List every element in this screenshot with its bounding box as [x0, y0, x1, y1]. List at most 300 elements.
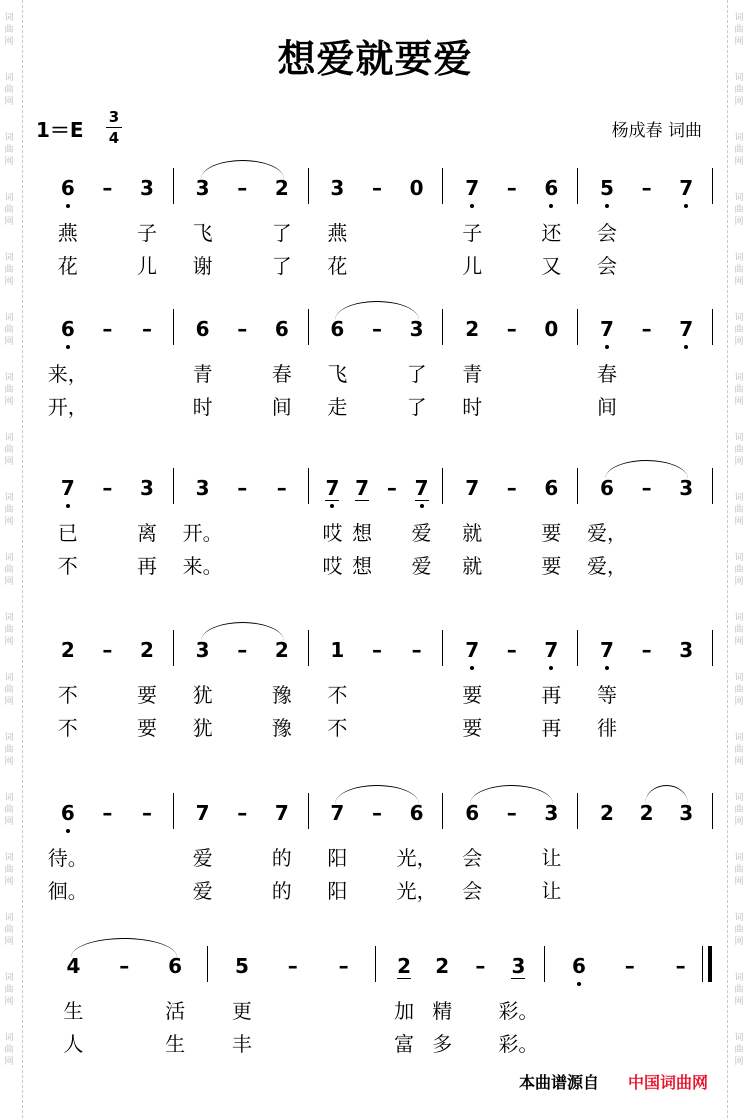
lyric-syllable: 等 — [597, 683, 617, 707]
watermark-char: 词 — [734, 73, 744, 83]
watermark-char: 词 — [4, 673, 14, 683]
watermark-char: 曲 — [4, 85, 14, 95]
dash-note: – — [237, 801, 248, 825]
lyric-syllable: 不 — [327, 716, 348, 740]
note: 3 — [679, 638, 694, 662]
note: 3 — [195, 638, 210, 662]
watermark-char: 曲 — [4, 25, 14, 35]
watermark-char: 网 — [4, 97, 14, 107]
watermark-char: 曲 — [734, 85, 744, 95]
bar-line — [442, 630, 443, 666]
note: 1 — [330, 638, 345, 662]
watermark-char: 曲 — [4, 985, 14, 995]
watermark-char: 词 — [4, 373, 14, 383]
watermark-char: 网 — [734, 697, 744, 707]
watermark-char: 词 — [4, 253, 14, 263]
note: 7 — [600, 317, 614, 341]
dash-note: – — [102, 638, 113, 662]
lyric-syllable: 豫 — [271, 683, 292, 707]
lyric-syllable: 富 — [394, 1032, 415, 1056]
dash-note: – — [102, 476, 113, 500]
note: 3 — [511, 954, 526, 978]
lyric-syllable: 会 — [462, 846, 483, 870]
music-system — [0, 303, 750, 423]
dash-note: – — [386, 476, 397, 500]
watermark-char: 词 — [734, 373, 744, 383]
lyric-syllable: 爱， — [587, 521, 627, 545]
tie-arc — [645, 785, 689, 804]
note: 3 — [679, 801, 694, 825]
watermark-char: 网 — [734, 877, 744, 887]
note: 2 — [274, 638, 289, 662]
watermark-char: 网 — [4, 817, 14, 827]
lyric-syllable: 来。 — [182, 554, 223, 578]
note: 0 — [544, 317, 559, 341]
watermark-char: 词 — [734, 913, 744, 923]
bar-line — [577, 309, 578, 345]
dash-note: – — [276, 476, 287, 500]
lyric-syllable: 花 — [57, 254, 78, 278]
tie-arc — [335, 785, 418, 804]
lyric-syllable: 间 — [271, 395, 292, 419]
note: 3 — [140, 476, 154, 500]
lyric-syllable: 就 — [462, 554, 483, 578]
lyric-syllable: 丰 — [231, 1032, 252, 1056]
music-system — [0, 624, 750, 744]
note: 6 — [60, 801, 75, 825]
watermark-char: 词 — [4, 973, 14, 983]
lyric-syllable: 离 — [137, 521, 157, 545]
dash-note: – — [237, 476, 248, 500]
song-title: 想爱就要爱 — [277, 37, 473, 81]
dash-note: – — [102, 176, 113, 200]
bar-line — [577, 630, 578, 666]
lyric-syllable: 生 — [63, 999, 84, 1023]
source-site-link[interactable]: 中国词曲网 — [628, 1073, 709, 1092]
bar-line — [308, 468, 309, 504]
lyric-syllable: 的 — [271, 879, 292, 903]
watermark-char: 词 — [734, 313, 744, 323]
watermark-char: 曲 — [734, 25, 744, 35]
note: 7 — [465, 476, 480, 500]
watermark-char: 网 — [734, 157, 744, 167]
watermark-char: 词 — [4, 73, 14, 83]
low-octave-dot — [420, 504, 424, 508]
lyric-syllable: 又 — [541, 254, 562, 278]
lyric-syllable: 燕 — [327, 221, 348, 245]
watermark-char: 词 — [734, 793, 744, 803]
music-system — [0, 940, 750, 1060]
lyric-syllable: 来， — [47, 362, 88, 386]
watermark-char: 词 — [734, 853, 744, 863]
tie-arc — [201, 160, 284, 179]
watermark-char: 曲 — [4, 445, 14, 455]
lyric-syllable: 了 — [271, 254, 292, 278]
dash-note: – — [372, 801, 382, 825]
lyric-syllable: 时 — [462, 395, 483, 419]
dash-note: – — [237, 317, 248, 341]
note: 6 — [60, 176, 75, 200]
watermark-char: 曲 — [4, 205, 14, 215]
lyric-syllable: 不 — [57, 716, 78, 740]
watermark-char: 曲 — [734, 205, 744, 215]
note: 7 — [414, 476, 429, 500]
eighth-underline — [325, 500, 339, 501]
tie-arc — [335, 301, 418, 320]
note: 6 — [195, 317, 210, 341]
bar-line — [207, 946, 208, 982]
watermark-char: 网 — [734, 997, 744, 1007]
lyric-syllable: 已 — [57, 521, 78, 545]
watermark-char: 曲 — [734, 625, 744, 635]
bar-line — [173, 630, 174, 666]
watermark-char: 网 — [734, 397, 744, 407]
watermark-char: 网 — [734, 757, 744, 767]
watermark-char: 词 — [4, 133, 14, 143]
low-octave-dot — [470, 204, 474, 208]
note: 6 — [168, 954, 183, 978]
lyric-syllable: 青 — [192, 362, 213, 386]
time-signature-divider — [106, 127, 122, 128]
time-signature — [104, 108, 124, 147]
watermark-char: 网 — [4, 637, 14, 647]
low-octave-dot — [549, 204, 553, 208]
lyric-syllable: 会 — [462, 879, 483, 903]
lyric-syllable: 春 — [271, 362, 292, 386]
watermark-char: 词 — [4, 853, 14, 863]
note: 5 — [600, 176, 614, 200]
watermark-char: 词 — [734, 13, 744, 23]
lyric-syllable: 花 — [327, 254, 348, 278]
tie-arc — [71, 938, 177, 957]
note: 2 — [465, 317, 480, 341]
dash-note: – — [237, 176, 248, 200]
dash-note: – — [411, 638, 422, 662]
note: 7 — [355, 476, 370, 500]
lyric-syllable: 燕 — [57, 221, 78, 245]
watermark-char: 网 — [734, 937, 744, 947]
watermark-char: 词 — [734, 1033, 744, 1043]
watermark-char: 网 — [734, 277, 744, 287]
lyric-syllable: 子 — [462, 221, 483, 245]
lyric-syllable: 爱 — [411, 521, 432, 545]
watermark-char: 曲 — [734, 445, 744, 455]
music-system — [0, 162, 750, 282]
watermark-char: 曲 — [4, 685, 14, 695]
note: 6 — [60, 317, 75, 341]
lyric-syllable: 想 — [352, 554, 373, 578]
watermark-char: 词 — [4, 13, 14, 23]
dash-note: – — [506, 638, 517, 662]
note: 2 — [274, 176, 289, 200]
lyric-syllable: 爱 — [411, 554, 432, 578]
low-octave-dot — [684, 204, 688, 208]
lyric-syllable: 飞 — [192, 221, 213, 245]
dash-note: – — [102, 801, 113, 825]
dash-note: – — [475, 954, 486, 978]
watermark-char: 曲 — [734, 985, 744, 995]
lyric-syllable: 就 — [462, 521, 483, 545]
note: 7 — [544, 638, 559, 662]
watermark-char: 网 — [4, 757, 14, 767]
low-octave-dot — [549, 666, 553, 670]
watermark-char: 曲 — [734, 685, 744, 695]
note: 0 — [409, 176, 424, 200]
lyric-syllable: 不 — [57, 554, 78, 578]
note: 7 — [465, 176, 480, 200]
watermark-char: 网 — [4, 157, 14, 167]
note: 7 — [679, 317, 694, 341]
watermark-char: 曲 — [734, 385, 744, 395]
dash-note: – — [675, 954, 686, 978]
watermark-char: 网 — [734, 97, 744, 107]
bar-line — [577, 168, 578, 204]
watermark-char: 网 — [4, 1057, 14, 1067]
lyric-syllable: 开， — [47, 395, 88, 419]
lyric-syllable: 飞 — [327, 362, 348, 386]
low-octave-dot — [605, 204, 609, 208]
watermark-char: 曲 — [4, 145, 14, 155]
bar-line — [442, 168, 443, 204]
lyric-syllable: 再 — [137, 554, 157, 578]
lyric-syllable: 人 — [63, 1032, 84, 1056]
dash-note: – — [142, 317, 152, 341]
lyric-syllable: 开。 — [182, 521, 223, 545]
lyric-syllable: 了 — [406, 395, 427, 419]
lyric-syllable: 精 — [432, 999, 453, 1023]
bar-line — [173, 309, 174, 345]
note: 6 — [544, 476, 559, 500]
dash-note: – — [641, 176, 652, 200]
watermark-char: 网 — [4, 337, 14, 347]
watermark-char: 词 — [734, 193, 744, 203]
low-octave-dot — [330, 504, 334, 508]
watermark-char: 词 — [734, 613, 744, 623]
final-bar-thick — [708, 946, 712, 982]
watermark-char: 网 — [4, 877, 14, 887]
lyric-syllable: 要 — [137, 716, 157, 740]
bar-line — [173, 468, 174, 504]
watermark-char: 曲 — [4, 565, 14, 575]
bar-line — [442, 468, 443, 504]
bar-line — [173, 168, 174, 204]
bar-line — [308, 168, 309, 204]
watermark-char: 网 — [734, 457, 744, 467]
watermark-char: 网 — [4, 937, 14, 947]
low-octave-dot — [66, 345, 70, 349]
note: 6 — [600, 476, 614, 500]
note: 6 — [465, 801, 480, 825]
low-octave-dot — [66, 504, 70, 508]
note: 3 — [409, 317, 424, 341]
bar-line — [173, 793, 174, 829]
lyric-syllable: 让 — [541, 846, 562, 870]
bar-line — [577, 793, 578, 829]
low-octave-dot — [66, 829, 70, 833]
watermark-char: 曲 — [4, 865, 14, 875]
note: 6 — [571, 954, 586, 978]
watermark-char: 网 — [734, 337, 744, 347]
note: 7 — [195, 801, 210, 825]
lyric-syllable: 会 — [597, 254, 617, 278]
note: 6 — [274, 317, 289, 341]
dash-note: – — [372, 176, 382, 200]
lyric-syllable: 了 — [271, 221, 292, 245]
dash-note: – — [506, 801, 517, 825]
watermark-char: 词 — [734, 433, 744, 443]
lyric-syllable: 光， — [396, 879, 437, 903]
lyric-syllable: 春 — [597, 362, 617, 386]
note: 2 — [600, 801, 614, 825]
lyric-syllable: 的 — [271, 846, 292, 870]
watermark-char: 曲 — [734, 565, 744, 575]
source-label: 本曲谱源自 — [519, 1073, 600, 1092]
watermark-char: 词 — [734, 253, 744, 263]
lyric-syllable: 儿 — [462, 254, 483, 278]
lyric-syllable: 青 — [462, 362, 483, 386]
watermark-char: 曲 — [4, 1045, 14, 1055]
dash-note: – — [142, 801, 152, 825]
watermark-char: 词 — [734, 733, 744, 743]
watermark-char: 曲 — [4, 625, 14, 635]
note: 3 — [679, 476, 694, 500]
lyric-syllable: 走 — [327, 395, 348, 419]
lyric-syllable: 更 — [231, 999, 252, 1023]
dash-note: – — [506, 476, 517, 500]
lyric-syllable: 阳 — [327, 846, 348, 870]
lyric-syllable: 光， — [396, 846, 437, 870]
watermark-char: 词 — [4, 733, 14, 743]
lyric-syllable: 让 — [541, 879, 562, 903]
lyric-syllable: 再 — [541, 716, 562, 740]
lyric-syllable: 犹 — [192, 683, 213, 707]
dash-note: – — [237, 638, 248, 662]
note: 6 — [409, 801, 424, 825]
lyric-syllable: 要 — [462, 716, 483, 740]
watermark-char: 词 — [4, 433, 14, 443]
low-octave-dot — [605, 666, 609, 670]
watermark-char: 网 — [734, 217, 744, 227]
watermark-char: 网 — [4, 697, 14, 707]
lyric-syllable: 谢 — [192, 254, 213, 278]
lyric-syllable: 豫 — [271, 716, 292, 740]
tie-arc — [201, 622, 284, 641]
watermark-char: 词 — [4, 1033, 14, 1043]
low-octave-dot — [577, 982, 581, 986]
lyric-syllable: 儿 — [137, 254, 157, 278]
lyric-syllable: 爱 — [192, 879, 213, 903]
bar-line — [308, 793, 309, 829]
note: 7 — [60, 476, 75, 500]
watermark-char: 曲 — [734, 325, 744, 335]
dash-note: – — [119, 954, 130, 978]
watermark-char: 词 — [4, 193, 14, 203]
lyric-syllable: 哎 — [322, 554, 343, 578]
bar-line — [442, 309, 443, 345]
bar-line — [375, 946, 376, 982]
eighth-underline — [511, 978, 525, 979]
note: 2 — [397, 954, 412, 978]
final-bar-thin — [702, 946, 703, 982]
tie-arc — [470, 785, 553, 804]
lyric-syllable: 还 — [541, 221, 562, 245]
note: 2 — [639, 801, 654, 825]
watermark-char: 词 — [4, 913, 14, 923]
watermark-char: 曲 — [734, 1045, 744, 1055]
lyric-syllable: 想 — [352, 521, 373, 545]
eighth-underline — [415, 500, 429, 501]
note: 6 — [544, 176, 559, 200]
lyric-syllable: 了 — [406, 362, 427, 386]
watermark-char: 曲 — [4, 325, 14, 335]
watermark-char: 网 — [4, 277, 14, 287]
watermark-char: 曲 — [4, 745, 14, 755]
lyric-syllable: 会 — [597, 221, 617, 245]
eighth-underline — [397, 978, 411, 979]
bar-line — [544, 946, 545, 982]
bar-line — [712, 630, 713, 666]
music-system — [0, 462, 750, 582]
note: 3 — [544, 801, 559, 825]
bar-line — [308, 630, 309, 666]
watermark-char: 词 — [4, 613, 14, 623]
watermark-char: 词 — [4, 793, 14, 803]
note: 3 — [140, 176, 154, 200]
note: 3 — [330, 176, 345, 200]
watermark-char: 网 — [4, 517, 14, 527]
note: 4 — [66, 954, 81, 978]
lyric-syllable: 不 — [57, 683, 78, 707]
lyric-syllable: 再 — [541, 683, 562, 707]
watermark-char: 曲 — [4, 805, 14, 815]
lyric-syllable: 哎 — [322, 521, 343, 545]
dash-note: – — [641, 638, 652, 662]
lyric-syllable: 要 — [462, 683, 483, 707]
lyric-syllable: 犹 — [192, 716, 213, 740]
low-octave-dot — [470, 666, 474, 670]
watermark-char: 曲 — [4, 265, 14, 275]
lyric-syllable: 活 — [165, 999, 186, 1023]
tie-arc — [605, 460, 688, 479]
dash-note: – — [506, 317, 517, 341]
watermark-char: 词 — [734, 973, 744, 983]
lyric-syllable: 间 — [597, 395, 617, 419]
note: 7 — [679, 176, 694, 200]
lyric-syllable: 彩。 — [498, 1032, 539, 1056]
watermark-char: 网 — [4, 37, 14, 47]
dash-note: – — [102, 317, 113, 341]
note: 3 — [195, 176, 210, 200]
lyric-syllable: 要 — [541, 521, 562, 545]
watermark-char: 曲 — [734, 145, 744, 155]
note: 7 — [325, 476, 340, 500]
bar-line — [308, 309, 309, 345]
time-signature-bottom: 4 — [108, 129, 120, 147]
dash-note: – — [624, 954, 635, 978]
time-signature-top: 3 — [108, 108, 120, 126]
bar-line — [712, 168, 713, 204]
watermark-char: 网 — [734, 637, 744, 647]
note: 2 — [140, 638, 154, 662]
watermark-char: 曲 — [734, 745, 744, 755]
note: 7 — [274, 801, 289, 825]
bar-line — [577, 468, 578, 504]
dash-note: – — [372, 317, 382, 341]
lyric-syllable: 要 — [137, 683, 157, 707]
bar-line — [442, 793, 443, 829]
watermark-char: 网 — [734, 517, 744, 527]
watermark-char: 曲 — [734, 805, 744, 815]
